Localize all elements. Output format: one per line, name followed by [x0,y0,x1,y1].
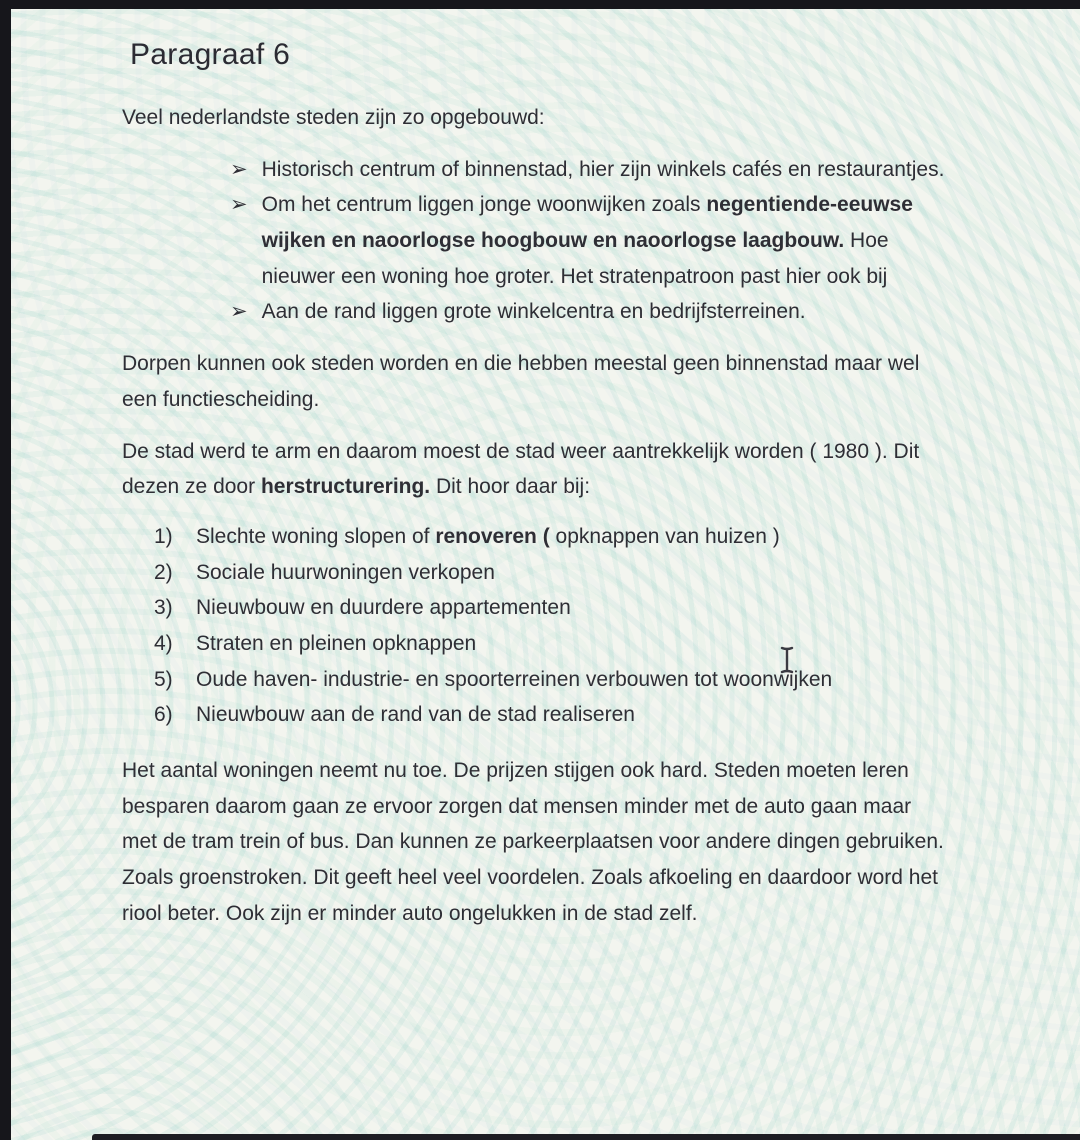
arrow-bullet-icon: ➢ [230,157,248,181]
text-cursor-icon [778,645,796,680]
list-item [230,152,950,188]
bullet-text: Historisch centrum of binnenstad, hier zijn winkels cafés en restaurantjes. [261,157,945,181]
arrow-bullet-icon: ➢ [230,300,248,324]
scan-edge-bottom [92,1134,1080,1140]
scan-edge-top [0,0,1080,9]
list-item [230,187,950,294]
herstructurering-paragraph: De stad werd te arm en daarom moest de stad weer aantrekkelijk worden ( 1980 ). Dit dezen ze door herstructurering. Dit hoor daar bij: [122,439,920,499]
list-item: 6) Nieuwbouw aan de rand van de stad realiseren [154,697,950,733]
bullet-list [122,152,950,330]
list-item: 5) Oude haven- industrie- en spoorterreinen verbouwen tot woonwijken [154,662,950,698]
bullet-text: Aan de rand liggen grote winkelcentra en bedrijfsterreinen. [261,300,806,324]
numbered-text: Slechte woning slopen of renoveren ( opknappen van huizen ) [196,524,780,548]
closing-paragraph: Het aantal woningen neemt nu toe. De prijzen stijgen ook hard. Steden moeten leren besparen daarom gaan ze ervoor zorgen dat mensen minder met de auto gaan maar met de tram trein of bus. Dan kunnen ze parkeerplaatsen voor andere dingen gebruiken. Zoals groenstroken. Dit geeft heel veel voordelen. Zoals afkoeling en daardoor word het riool beter. Ook zijn er minder auto ongelukken in de stad zelf. [122,759,944,925]
list-item: 3) Nieuwbouw en duurdere appartementen [154,590,950,626]
bullet-text: Om het centrum liggen jonge woonwijken zoals negentiende-eeuwse wijken en naoorlogse hoogbouw en naoorlogse laagbouw. Hoe nieuwer een woning hoe groter. Het stratenpatroon past hier ook bij [261,193,913,288]
scan-edge-left [0,0,11,1140]
list-item: 4) Straten en pleinen opknappen [154,626,950,662]
numbered-text: Oude haven- industrie- en spoorterreinen verbouwen tot woonwijken [196,667,833,691]
list-item: 2) Sociale huurwoningen verkopen [154,555,950,591]
list-item [230,294,950,330]
numbered-text: Nieuwbouw en duurdere appartementen [196,596,571,620]
dorpen-paragraph: Dorpen kunnen ook steden worden en die hebben meestal geen binnenstad maar wel een functiescheiding. [122,352,920,411]
numbered-text: Nieuwbouw aan de rand van de stad realiseren [196,703,635,727]
intro-paragraph: Veel nederlandste steden zijn zo opgebouwd: [122,106,545,129]
list-item: 1) Slechte woning slopen of renoveren ( opknappen van huizen ) [154,519,950,555]
numbered-text: Straten en pleinen opknappen [196,631,477,655]
numbered-text: Sociale huurwoningen verkopen [196,560,495,584]
numbered-list [122,519,950,733]
arrow-bullet-icon: ➢ [230,193,248,217]
page-title: Paragraaf 6 [130,38,291,71]
document-content [122,38,950,947]
